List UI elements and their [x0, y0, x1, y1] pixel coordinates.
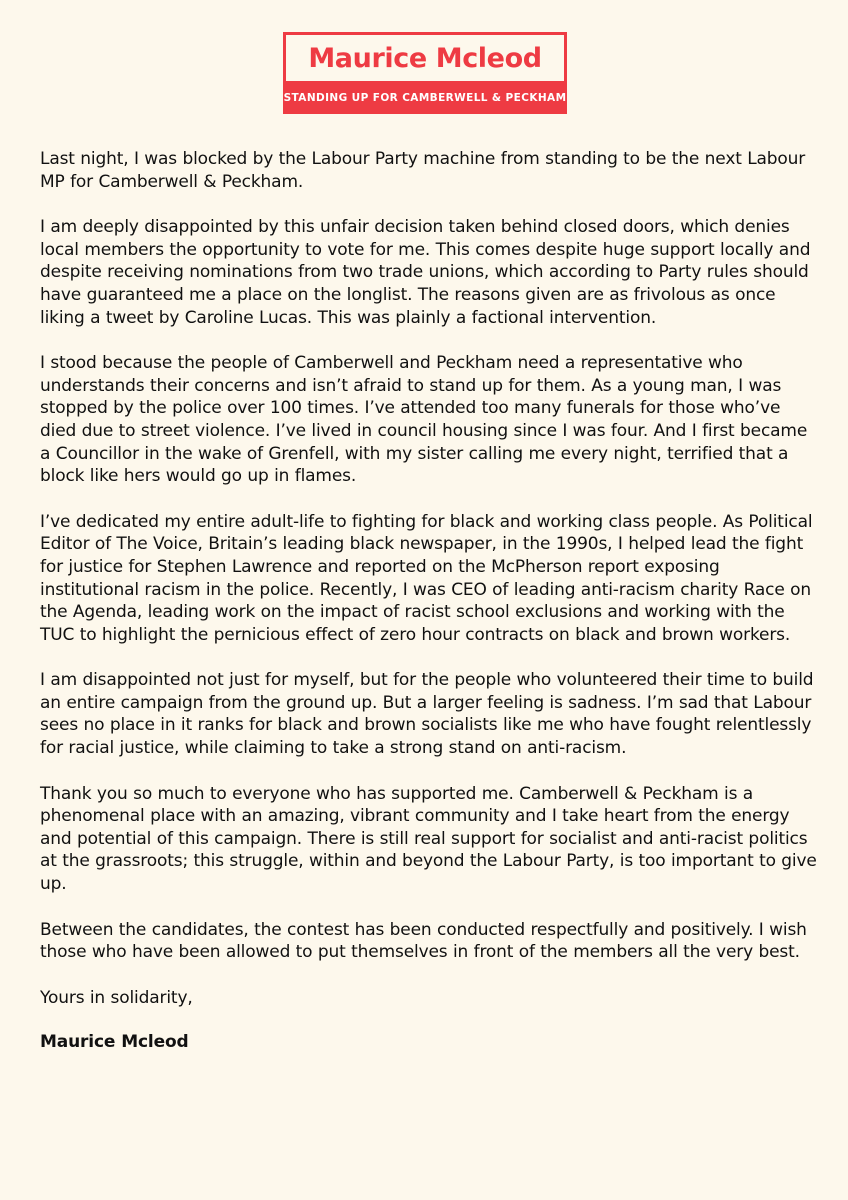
logo-tagline: STANDING UP FOR CAMBERWELL & PECKHAM: [283, 91, 567, 104]
letter-paragraph-3: I stood because the people of Camberwell and Peckham need a representative who understands their concerns and isn’t afraid to stand up for them. As a young man, I was stopped by the police over 100 times. I’ve attended too many funerals for those who’ve died due to street violence. I’ve lived in council housing since I was four. And I first became a Councillor in the wake of Grenfell, with my sister calling me every night, terrified that a block like hers would go up in flames.: [40, 353, 808, 487]
letter-paragraph-6: Thank you so much to everyone who has supported me. Camberwell & Peckham is a phenomenal place with an amazing, vibrant community and I take heart from the energy and potential of this campaign. There is still real support for socialist and anti-racist politics at the grassroots; this struggle, within and beyond the Labour Party, is too important to give up.: [40, 783, 817, 895]
letter-paragraph-4: I’ve dedicated my entire adult-life to fighting for black and working class people. As Political Editor of The Voice, Britain’s leading black newspaper, in the 1990s, I helped lead the fight for justice for Stephen Lawrence and reported on the McPherson report exposing institutional racism in the police. Recently, I was CEO of leading anti-racism charity Race on the Agenda, leading work on the impact of racist school exclusions and working with the TUC to highlight the pernicious effect of zero hour contracts on black and brown workers.: [40, 511, 813, 645]
campaign-logo: [283, 32, 565, 114]
logo-tagline-banner: [283, 81, 567, 114]
logo-name: Maurice Mcleod: [308, 42, 542, 74]
letter-body: [40, 148, 820, 1054]
logo-name-box: [283, 32, 567, 84]
letter-signoff: Yours in solidarity,: [40, 987, 193, 1008]
letter-paragraph-2: I am deeply disappointed by this unfair decision taken behind closed doors, which denies local members the opportunity to vote for me. This comes despite huge support locally and despite receiving nominations from two trade unions, which according to Party rules should have guaranteed me a place on the longlist. The reasons given are as frivolous as once liking a tweet by Caroline Lucas. This was plainly a factional intervention.: [40, 217, 811, 328]
letter-signature: Maurice Mcleod: [40, 1032, 189, 1053]
letter-paragraph-1: Last night, I was blocked by the Labour Party machine from standing to be the next Labour MP for Camberwell & Peckham.: [40, 149, 806, 192]
letter-paragraph-5: I am disappointed not just for myself, but for the people who volunteered their time to build an entire campaign from the ground up. But a larger feeling is sadness. I’m sad that Labour sees no place in it ranks for black and brown socialists like me who have fought relentlessly for racial justice, while claiming to take a strong stand on anti-racism.: [40, 670, 814, 759]
letter-paragraph-7: Between the candidates, the contest has been conducted respectfully and positively. I wish those who have been allowed to put themselves in front of the members all the very best.: [40, 919, 807, 963]
